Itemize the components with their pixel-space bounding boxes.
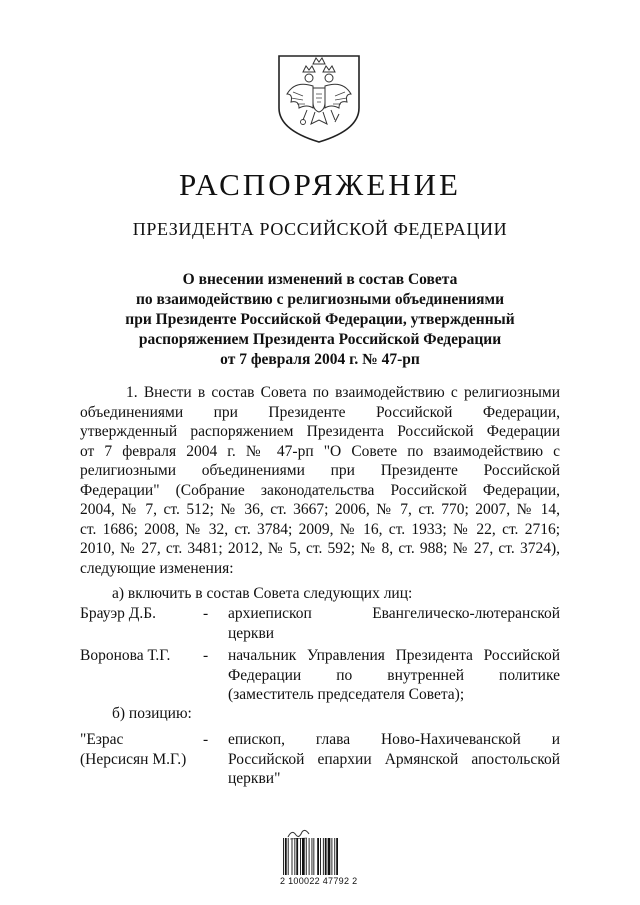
paragraph-line: 1. Внести в состав Совета по взаимодействию с религиозными	[126, 384, 560, 401]
paragraph-1	[80, 383, 560, 604]
person-entry	[80, 730, 560, 792]
heading-line: при Президенте Российской Федерации, утвержденный	[125, 311, 515, 328]
person-description: архиепископ Евангелическо-лютеранской церкви	[228, 605, 560, 642]
paragraph-line: Федерации" (Собрание законодательства Российской Федерации,	[80, 481, 560, 499]
paragraph-line: ст. 1686; 2008, № 32, ст. 3784; 2009, № 16, ст. 1933; № 22, ст. 2716;	[80, 520, 560, 538]
person-name: Воронова Т.Г.	[80, 647, 171, 664]
paragraph-line: следующие изменения:	[80, 559, 234, 577]
paragraph-line: объединениями при Президенте Российской Федерации,	[80, 403, 560, 421]
document-title: РАСПОРЯЖЕНИЕ	[179, 167, 461, 202]
barcode-icon	[283, 838, 359, 875]
order-heading	[0, 270, 640, 370]
person-dash: -	[203, 731, 209, 748]
item-a-label: а) включить в состав Совета следующих лиц:	[112, 585, 413, 602]
person-dash: -	[203, 647, 209, 664]
heading-line: от 7 февраля 2004 г. № 47-рп	[220, 351, 420, 368]
item-b-label: б) позицию:	[112, 705, 192, 722]
paragraph-line: от 7 февраля 2004 г. № 47-рп "О Совете по взаимодействию с	[80, 442, 560, 460]
heading-line: распоряжением Президента Российской Федерации	[138, 331, 502, 348]
person-dash: -	[203, 605, 209, 622]
document-subtitle: ПРЕЗИДЕНТА РОССИЙСКОЙ ФЕДЕРАЦИИ	[132, 219, 508, 239]
heading-line: по взаимодействию с религиозными объединениями	[135, 291, 505, 308]
person-description: начальник Управления Президента Российской Федерации по внутренней политике (заместитель председателя Совета);	[228, 647, 560, 703]
paragraph-line: религиозными объединениями при Президенте Российской	[80, 462, 560, 479]
paragraph-line: утвержденный распоряжением Президента Российской Федерации	[80, 423, 560, 440]
persons-list-b	[80, 730, 560, 792]
person-entry	[80, 604, 560, 646]
paragraph-line: 2010, № 27, ст. 3481; 2012, № 5, ст. 592; № 8, ст. 988; № 27, ст. 3724),	[80, 540, 560, 557]
paragraph-line: 2004, № 7, ст. 512; № 36, ст. 3667; 2006, № 7, ст. 770; 2007, № 14,	[80, 501, 560, 518]
person-name: "Езрас (Нерсисян М.Г.)	[80, 731, 187, 768]
item-b-block	[80, 704, 560, 724]
person-name: Брауэр Д.Б.	[80, 605, 156, 622]
barcode-number: 2 100022 47792 2	[280, 876, 358, 886]
persons-list-a	[80, 604, 560, 708]
person-description: епископ, глава Ново-Нахичеванской и Российской епархии Армянской апостольской церкви"	[228, 731, 560, 787]
heading-line: О внесении изменений в состав Совета	[182, 271, 458, 288]
state-emblem-icon	[273, 50, 365, 145]
person-entry	[80, 646, 560, 708]
